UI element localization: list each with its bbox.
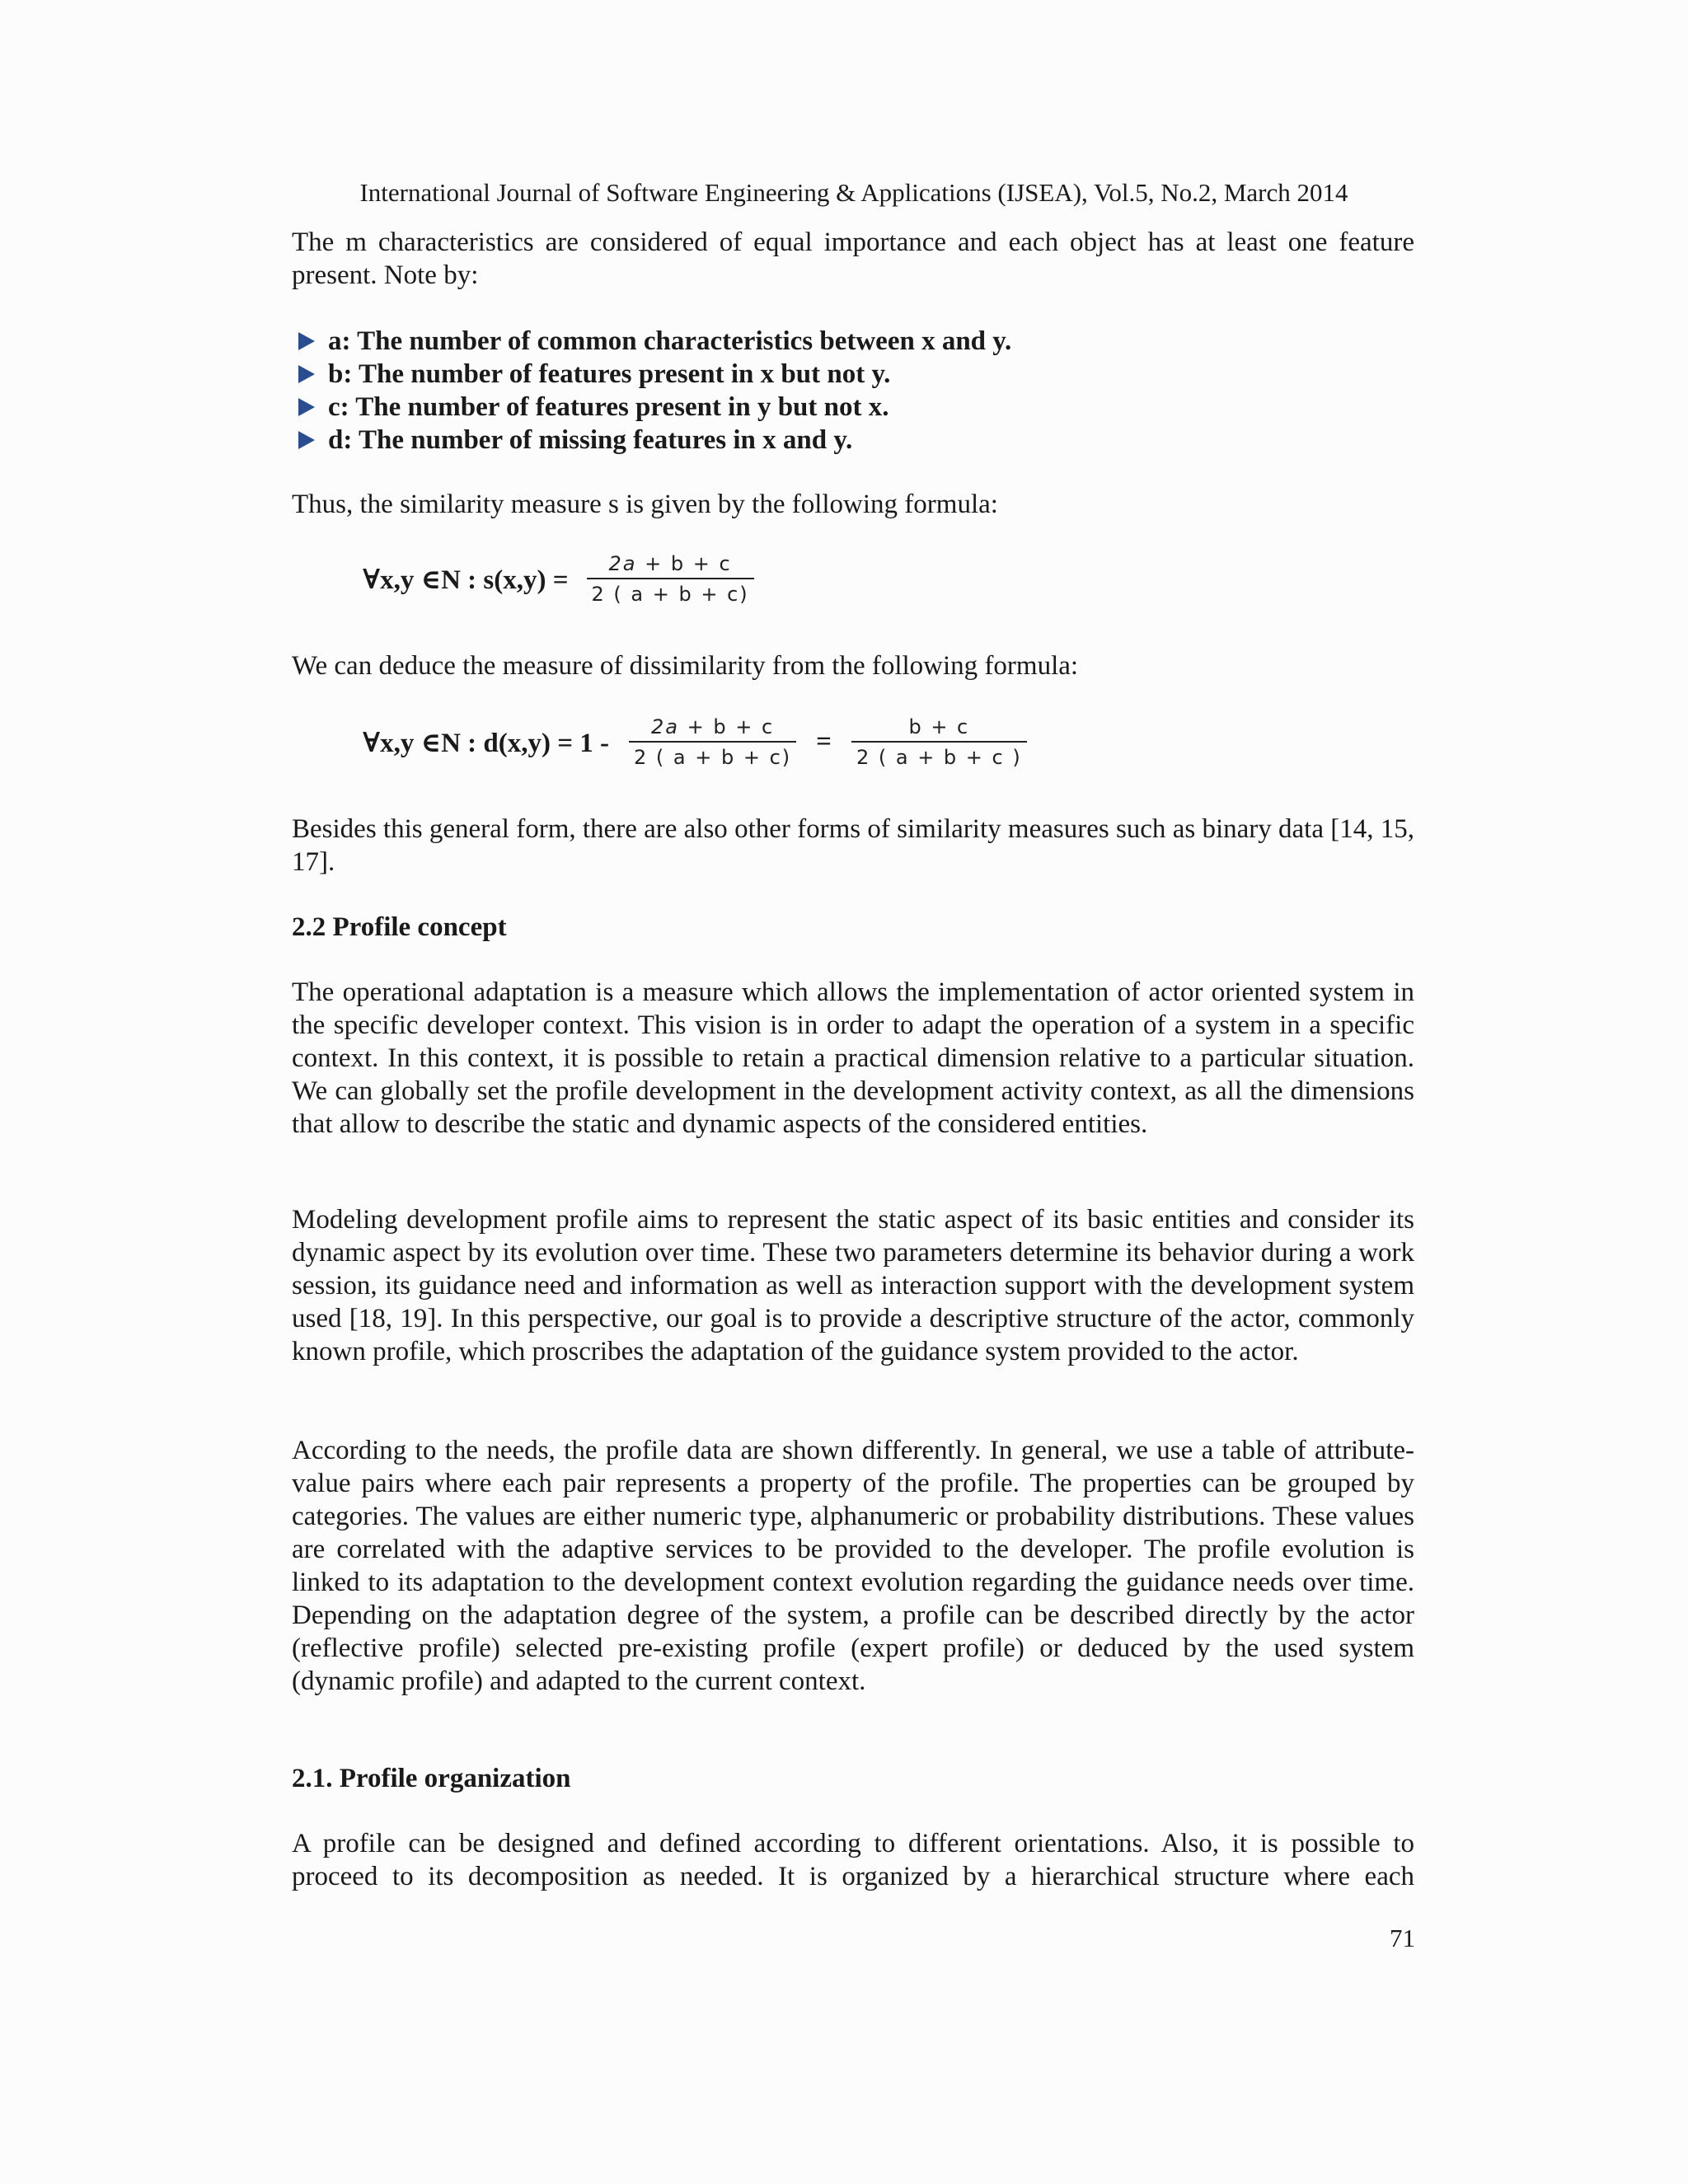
list-item bbox=[298, 424, 1011, 457]
fraction-numerator bbox=[646, 715, 779, 741]
running-header: International Journal of Software Engineering & Applications (IJSEA), Vol.5, No.2, March 2014 bbox=[359, 178, 1348, 207]
operational-paragraph: The operational adaptation is a measure which allows the implementation of actor oriented system in the specific developer context. This vision is in order to adapt the operation of a system in a specific context. In this context, it is possible to retain a practical dimension relative to a particular situation. We can globally set the profile development in the development activity context, as all the dimensions that allow to describe the static and dynamic aspects of the considered entities. bbox=[292, 977, 1414, 1139]
subsection-heading: 2.1. Profile organization bbox=[292, 1764, 571, 1793]
modeling-paragraph-block bbox=[292, 1203, 1414, 1368]
bullet-text: d: The number of missing features in x and y. bbox=[328, 424, 853, 455]
triangle-bullet-icon bbox=[298, 431, 315, 449]
bullet-list bbox=[298, 325, 1011, 457]
list-item bbox=[298, 391, 1011, 424]
dissimilarity-formula bbox=[363, 715, 1027, 769]
bullet-text: b: The number of features present in x but not y. bbox=[328, 359, 891, 389]
similarity-intro: Thus, the similarity measure s is given by the following formula: bbox=[292, 490, 998, 519]
triangle-bullet-icon bbox=[298, 398, 315, 416]
intro-paragraph-block bbox=[292, 226, 1414, 292]
section-heading: 2.2 Profile concept bbox=[292, 912, 507, 942]
formula-lhs: ∀x,y ∈N : d(x,y) = 1 - bbox=[363, 728, 610, 758]
besides-paragraph: Besides this general form, there are also other forms of similarity measures such as binary data [14, 15, 17]. bbox=[292, 814, 1414, 877]
similarity-formula bbox=[363, 552, 754, 606]
profile-org-paragraph: A profile can be designed and defined according to different orientations. Also, it is possible to proceed to its decomposition as needed. It is organized by a hierarchical structure where each bbox=[292, 1829, 1414, 1891]
profile-org-paragraph-block bbox=[292, 1827, 1414, 1893]
dissimilarity-intro: We can deduce the measure of dissimilarity from the following formula: bbox=[292, 651, 1079, 681]
numerator-italic: 2a bbox=[651, 715, 679, 738]
fraction bbox=[851, 715, 1027, 769]
intro-paragraph: The m characteristics are considered of equal importance and each object has at least one feature present. Note by: bbox=[292, 227, 1414, 290]
fraction bbox=[629, 715, 796, 769]
bullet-text: a: The number of common characteristics between x and y. bbox=[328, 326, 1012, 356]
fraction bbox=[587, 552, 754, 606]
formula-lhs: ∀x,y ∈N : s(x,y) = bbox=[363, 565, 569, 595]
fraction-numerator bbox=[604, 552, 737, 578]
dissimilarity-intro-block bbox=[292, 649, 1414, 682]
fraction-denominator: 2 ( a + b + c) bbox=[591, 583, 749, 606]
subsection-heading-block bbox=[292, 1762, 1414, 1795]
modeling-paragraph: Modeling development profile aims to represent the static aspect of its basic entities and consider its dynamic aspect by its evolution over time. These two parameters determine its behavior during a work session, its guidance need and information as well as interaction support with the development system used [18, 19]. In this perspective, our goal is to provide a descriptive structure of the actor, commonly known profile, which proscribes the adaptation of the guidance system provided to the actor. bbox=[292, 1205, 1414, 1366]
similarity-intro-block bbox=[292, 488, 1414, 521]
operational-paragraph-block bbox=[292, 976, 1414, 1141]
list-item bbox=[298, 325, 1011, 358]
list-item bbox=[298, 358, 1011, 391]
fraction-numerator: b + c bbox=[908, 715, 970, 738]
triangle-bullet-icon bbox=[298, 365, 315, 383]
needs-paragraph: According to the needs, the profile data are shown differently. In general, we use a table of attribute-value pairs where each pair represents a property of the profile. The properties can be grouped by categories. The values are either numeric type, alphanumeric or probability distributions. These values are correlated with the adaptive services to be provided to the developer. The profile evolution is linked to its adaptation to the development context evolution regarding the guidance needs over time. Depending on the adaptation degree of the system, a profile can be described directly by the actor (reflective profile) selected pre-existing profile (expert profile) or deduced by the used system (dynamic profile) and adapted to the current context. bbox=[292, 1436, 1414, 1696]
triangle-bullet-icon bbox=[298, 332, 315, 350]
numerator-rest: + b + c bbox=[636, 552, 732, 575]
bullet-text: c: The number of features present in y but not x. bbox=[328, 391, 889, 422]
fraction-denominator: 2 ( a + b + c) bbox=[634, 746, 792, 769]
needs-paragraph-block bbox=[292, 1434, 1414, 1698]
fraction-denominator: 2 ( a + b + c ) bbox=[856, 746, 1022, 769]
equals-sign: = bbox=[816, 727, 832, 757]
numerator-italic: 2a bbox=[608, 552, 637, 575]
section-heading-block bbox=[292, 911, 1414, 944]
besides-paragraph-block bbox=[292, 813, 1414, 879]
numerator-rest: + b + c bbox=[679, 715, 775, 738]
page-number: 71 bbox=[1390, 1924, 1415, 1952]
